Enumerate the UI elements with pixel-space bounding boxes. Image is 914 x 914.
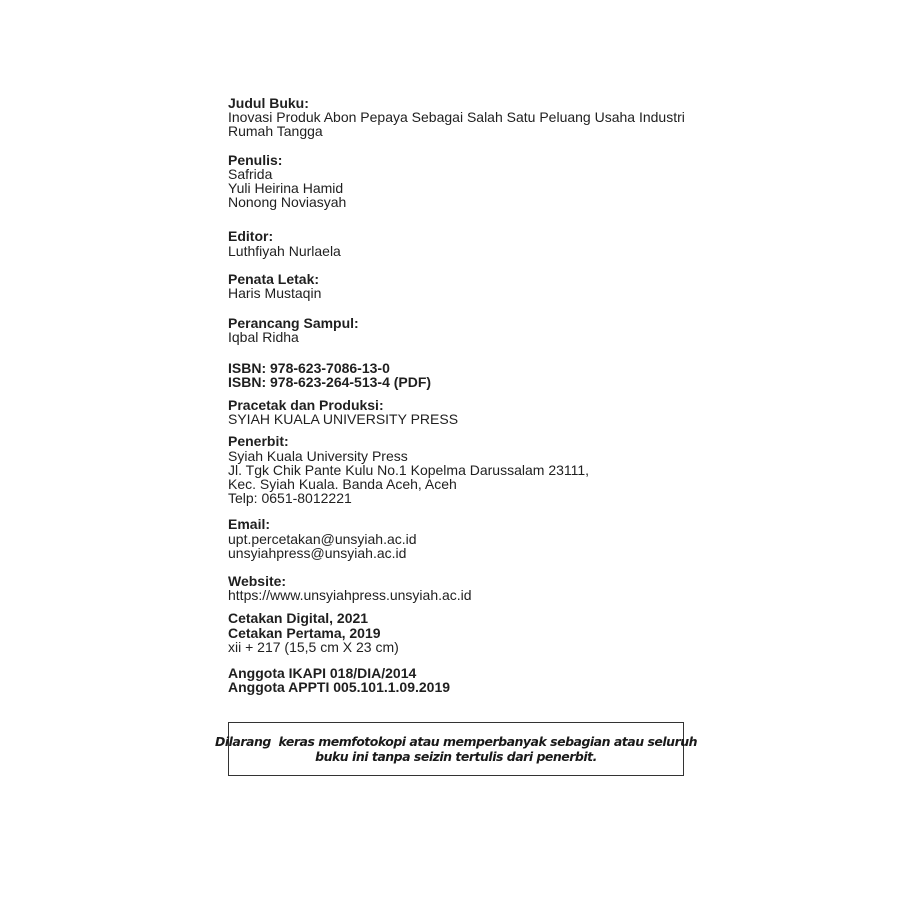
authors-section xyxy=(228,153,688,210)
isbn-pdf: ISBN: 978-623-264-513-4 (PDF) xyxy=(228,373,432,390)
publisher-address: Jl. Tgk Chik Pante Kulu No.1 Kopelma Darussalam 23111, xyxy=(228,461,590,478)
copyright-notice-line: Dilarang keras memfotokopi atau memperbanyak sebagian atau seluruh xyxy=(214,733,698,749)
production-label: Pracetak dan Produksi: xyxy=(228,397,384,414)
publisher-address: Kec. Syiah Kuala. Banda Aceh, Aceh xyxy=(228,476,457,493)
website-url: https://www.unsyiahpress.unsyiah.ac.id xyxy=(228,587,472,604)
email-address: unsyiahpress@unsyiah.ac.id xyxy=(228,544,407,561)
authors-label: Penulis: xyxy=(228,151,283,168)
book-title-label: Judul Buku: xyxy=(228,95,309,111)
cover-designer-section xyxy=(228,316,688,344)
production-name: SYIAH KUALA UNIVERSITY PRESS xyxy=(228,411,459,428)
email-label: Email: xyxy=(228,516,271,533)
book-title-line: Inovasi Produk Abon Pepaya Sebagai Salah Satu Peluang Usaha Industri xyxy=(228,109,685,126)
digital-edition: Cetakan Digital, 2021 xyxy=(228,610,369,627)
book-title-line: Rumah Tangga xyxy=(228,123,323,140)
copyright-notice-line: buku ini tanpa seizin tertulis dari penerbit. xyxy=(315,749,597,764)
editor-name: Luthfiyah Nurlaela xyxy=(228,242,341,259)
first-edition: Cetakan Pertama, 2019 xyxy=(228,624,381,641)
publisher-label: Penerbit: xyxy=(228,433,289,450)
email-address: upt.percetakan@unsyiah.ac.id xyxy=(228,530,417,547)
author-name: Nonong Noviasyah xyxy=(228,194,347,211)
email-section xyxy=(228,517,688,560)
layout-section xyxy=(228,272,688,300)
book-title-section xyxy=(228,96,688,139)
website-section xyxy=(228,574,688,602)
editor-section xyxy=(228,229,688,257)
author-name: Yuli Heirina Hamid xyxy=(228,180,344,197)
book-size: xii + 217 (15,5 cm X 23 cm) xyxy=(228,638,399,655)
isbn-section xyxy=(228,361,688,389)
cover-designer-name: Iqbal Ridha xyxy=(228,329,299,346)
publisher-phone: Telp: 0651-8012221 xyxy=(228,490,352,507)
website-label: Website: xyxy=(228,573,287,590)
production-section xyxy=(228,398,688,426)
appti-membership: Anggota APPTI 005.101.1.09.2019 xyxy=(228,679,451,696)
layout-name: Haris Mustaqin xyxy=(228,285,322,302)
edition-section xyxy=(228,611,688,654)
publisher-name: Syiah Kuala University Press xyxy=(228,447,408,464)
editor-label: Editor: xyxy=(228,228,274,245)
publisher-section xyxy=(228,434,688,505)
copyright-notice-box xyxy=(214,722,698,776)
membership-section xyxy=(228,666,688,694)
copyright-page xyxy=(228,96,688,695)
layout-label: Penata Letak: xyxy=(228,270,320,287)
author-name: Safrida xyxy=(228,165,273,182)
ikapi-membership: Anggota IKAPI 018/DIA/2014 xyxy=(228,665,417,682)
isbn-print: ISBN: 978-623-7086-13-0 xyxy=(228,359,390,376)
cover-designer-label: Perancang Sampul: xyxy=(228,315,359,332)
